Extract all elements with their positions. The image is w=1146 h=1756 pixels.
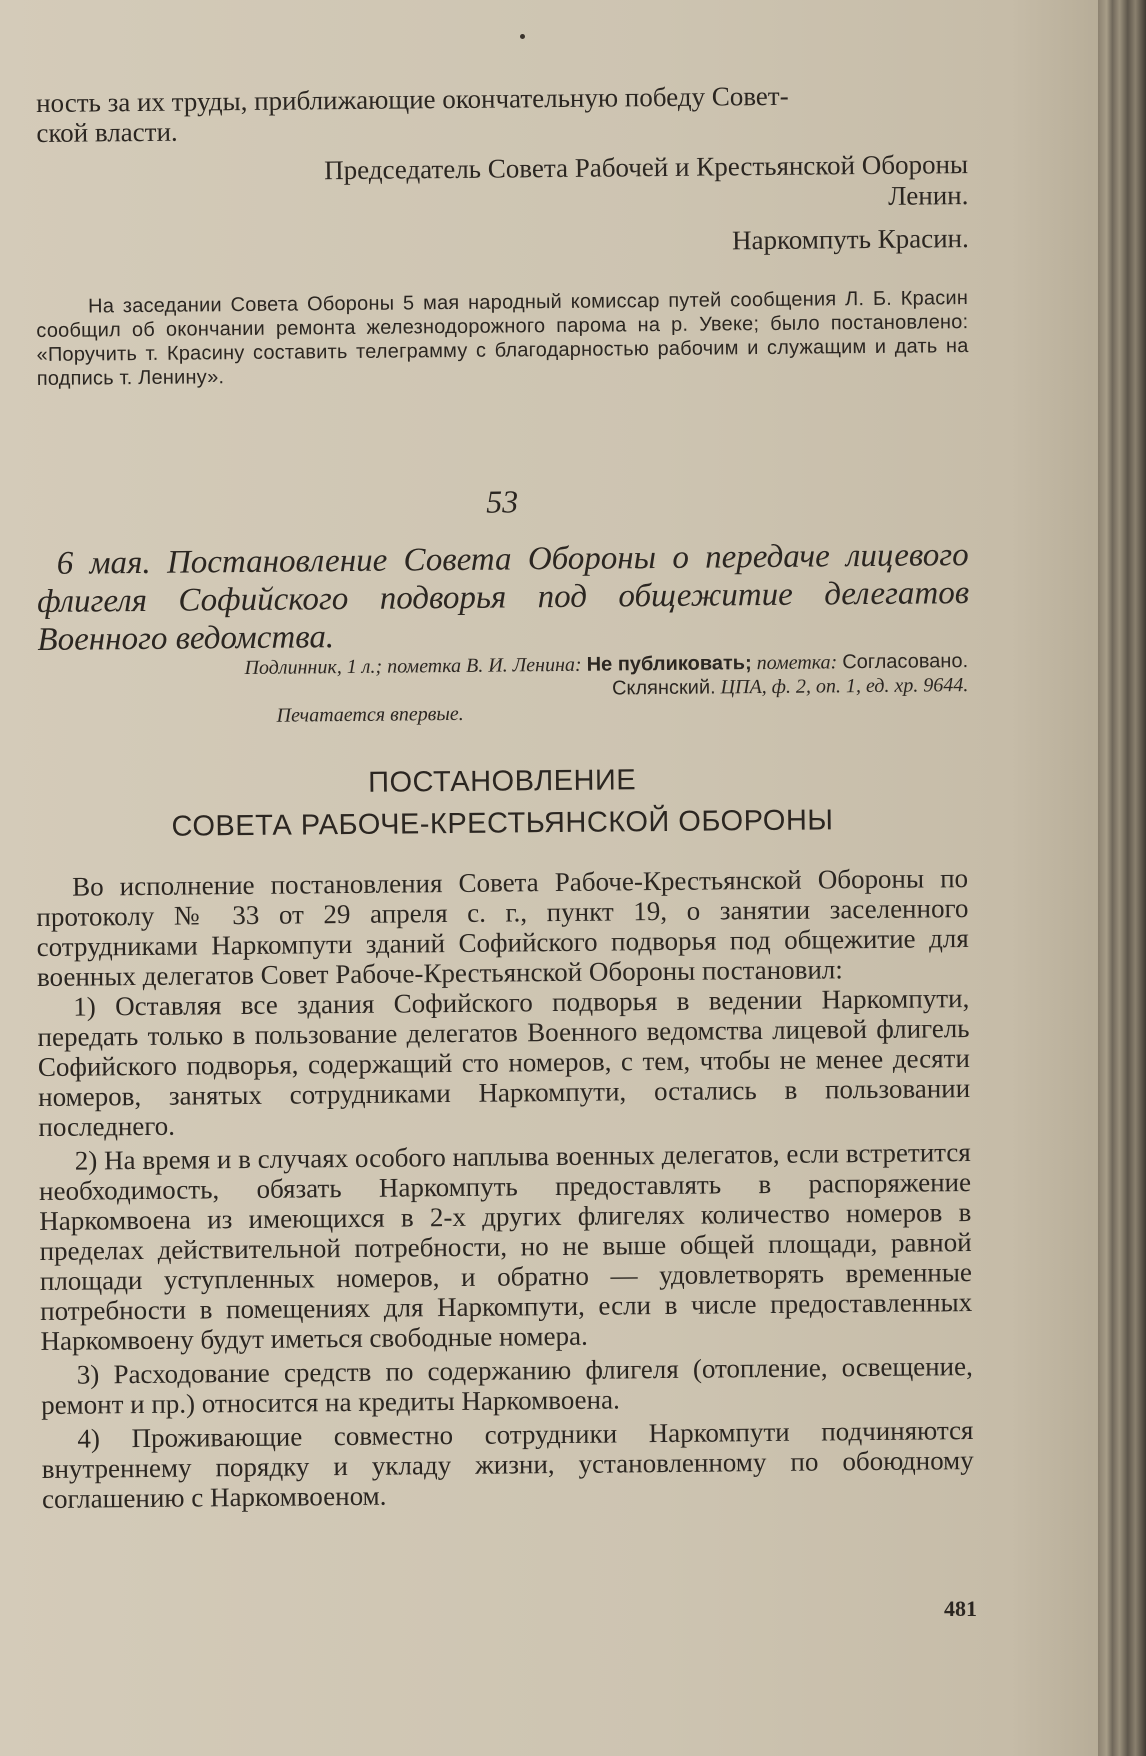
source-text [36, 649, 969, 730]
book-spine-edge [1098, 0, 1146, 1756]
resolution-heading [36, 759, 969, 846]
source-part-1: Подлинник, 1 л.; пометка В. И. Ленина: [244, 653, 582, 679]
source-note [36, 649, 969, 730]
heading-line-2: СОВЕТА РАБОЧЕ-КРЕСТЬЯНСКОЙ ОБОРОНЫ [171, 804, 834, 843]
paragraph-point-2: 2) На время и в случаях особого наплыва военных делегатов, если встретится необходимость, обязать Наркомпуть предоставлять в распоряжение Наркомвоена из имеющихся в 2-х других флигелях количество номеров в пределах действительной потребности, но не выше общей площади, равной площади уступленных номеров, и обратно — удовлетворять временные потребности в помещениях для Наркомпути, если в числе предоставленных Наркомвоену будут иметься свободные номера. [38, 1137, 973, 1356]
source-part-3: пометка: [756, 651, 838, 675]
document-header [36, 479, 970, 659]
document-title: 6 мая. Постановление Совета Обороны о передаче лицевого флигеля Софийского подворья под общежитие делегатов Военного ведомства. [36, 537, 970, 658]
narkomput-signature: Наркомпуть Красин. [731, 223, 969, 256]
source-part-4: Согласовано. Склянский. [611, 650, 969, 700]
paragraph-preamble: Во исполнение постановления Совета Рабоче-Крестьянской Обороны по протоколу № 33 от 29 апреля с. г., пункт 19, о занятии заселенного сотрудниками Наркомпути зданий Софийского подворья под общежитие для военных делегатов Совет Рабоче-Крестьянской Обороны постановил: [36, 863, 969, 992]
continuation-line-2: ской власти. [36, 116, 178, 148]
footnote [36, 286, 969, 391]
signatures [36, 149, 969, 263]
source-part-2: Не публиковать; [586, 652, 752, 676]
paragraph-point-4: 4) Проживающие совместно сотрудники Наркомпути подчиняются внутреннему порядку и укладу жизни, установленному по обоюдному соглашению с Наркомвоеном. [41, 1415, 974, 1514]
resolution-body [36, 863, 974, 1514]
footnote-text: На заседании Совета Обороны 5 мая народный комиссар путей сообщения Л. Б. Красин сообщил об окончании ремонта железнодорожного парома на р. Увеке; было постановлено: «Поручить т. Красину составить телеграмму с благодарностью рабочим и служащим и дать на подпись т. Ленину». [36, 287, 969, 390]
top-continuation [36, 79, 969, 148]
document-number: 53 [485, 483, 519, 520]
chairman-name: Ленин. [888, 180, 969, 211]
chairman-role: Председатель Совета Рабочей и Крестьянской Обороны [324, 149, 969, 186]
source-part-6: Печатается впервые. [276, 702, 464, 727]
paragraph-point-3: 3) Расходование средств по содержанию флигеля (отопление, освещение, ремонт и пр.) относится на кредиты Наркомвоена. [40, 1351, 973, 1420]
source-part-5: ЦПА, ф. 2, оп. 1, ед. хр. 9644. [720, 674, 969, 699]
paragraph-point-1: 1) Оставляя все здания Софийского подворья в ведении Наркомпути, передать только в пользование делегатов Военного ведомства лицевой флигель Софийского подворья, содержащий сто номеров, с тем, чтобы не менее десяти номеров, занятых сотрудниками Наркомпути, остались в пользовании последнего. [37, 983, 971, 1142]
continuation-line-1: ность за их труды, приближающие окончательную победу Совет- [36, 80, 789, 118]
print-speck [520, 34, 525, 39]
page-number: 481 [944, 1596, 977, 1621]
heading-line-1: ПОСТАНОВЛЕНИЕ [368, 764, 637, 799]
